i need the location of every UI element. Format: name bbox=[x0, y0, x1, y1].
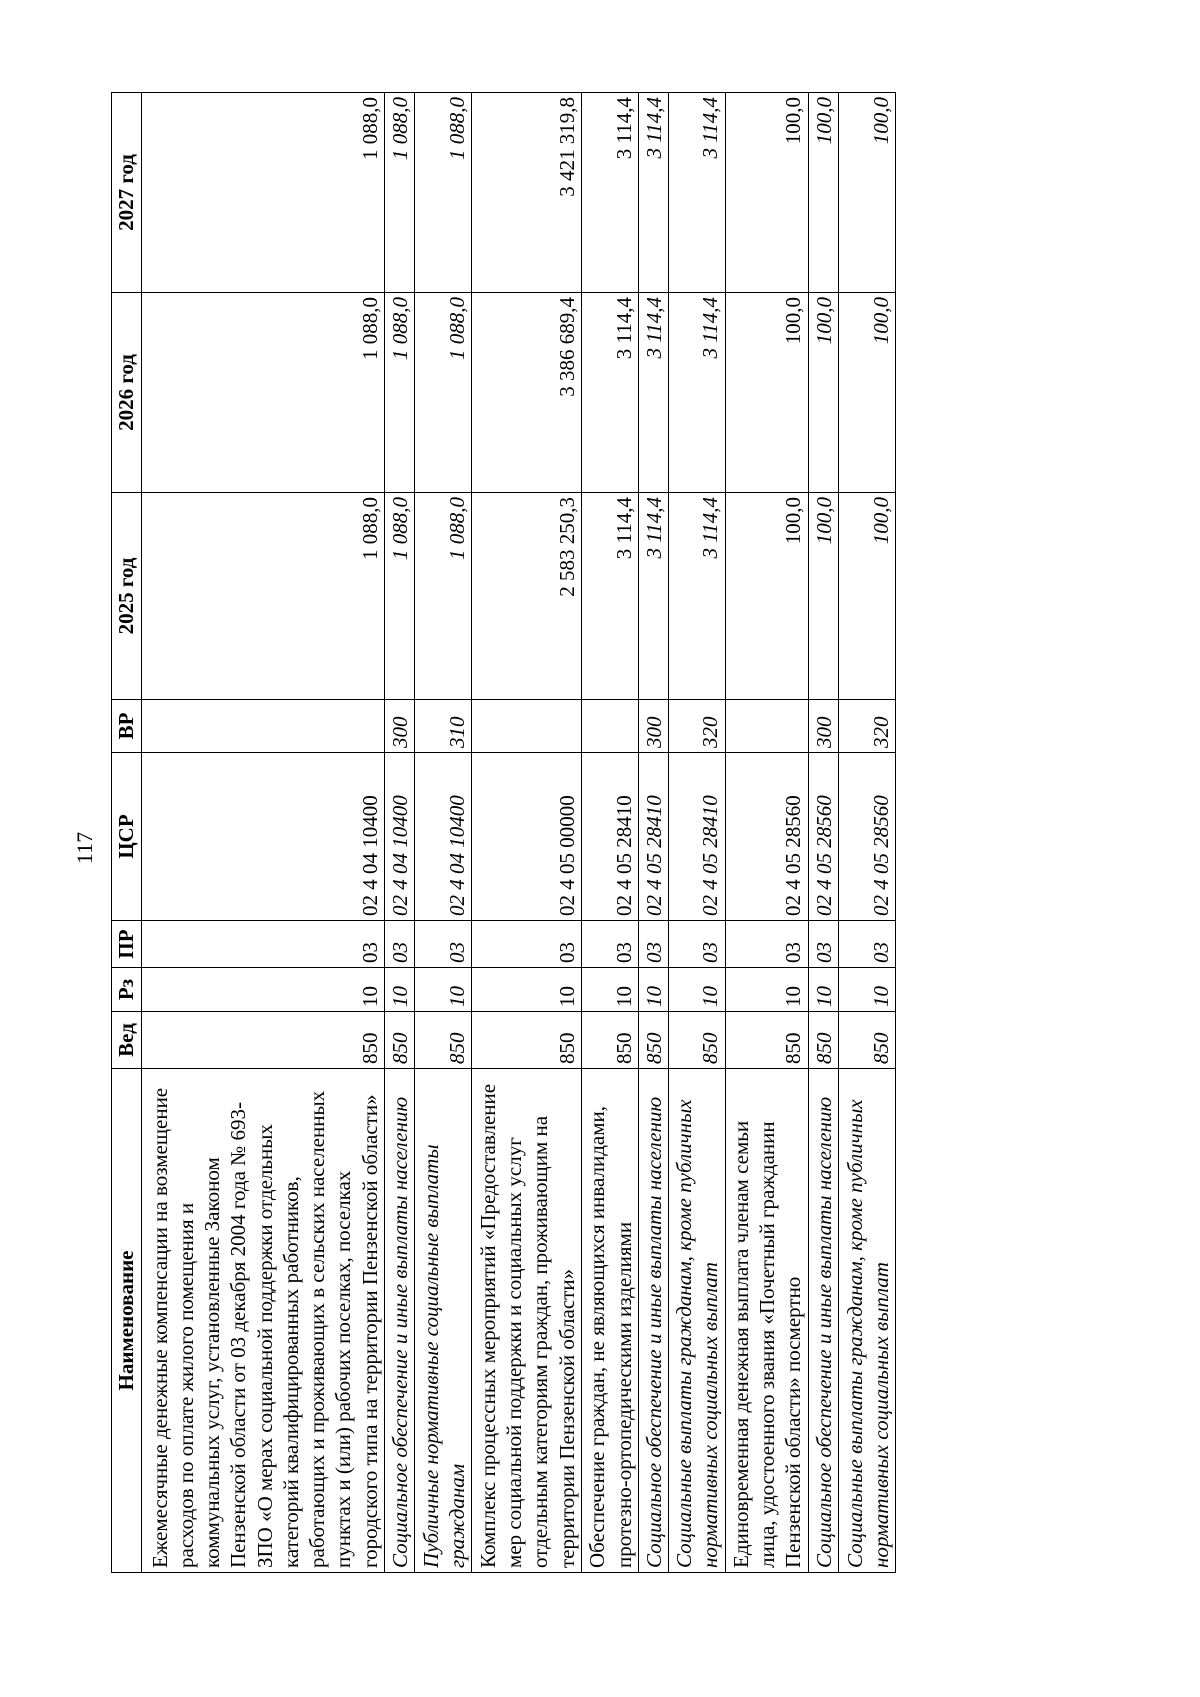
cell-csr: 02 4 05 28410 bbox=[669, 753, 725, 921]
rotated-table-wrapper bbox=[111, 93, 896, 1573]
header-ved: Вед bbox=[112, 1012, 142, 1069]
cell-rz: 10 bbox=[808, 968, 838, 1012]
cell-ved: 850 bbox=[472, 1012, 582, 1069]
cell-rz: 10 bbox=[472, 968, 582, 1012]
cell-pr: 03 bbox=[669, 921, 725, 968]
cell-csr: 02 4 05 28410 bbox=[638, 753, 668, 921]
cell-name: Социальное обеспечение и иные выплаты населению bbox=[384, 1069, 414, 1573]
cell-2027: 1 088,0 bbox=[415, 93, 472, 293]
header-vr: ВР bbox=[112, 700, 142, 753]
table-row bbox=[384, 93, 414, 1573]
cell-rz: 10 bbox=[638, 968, 668, 1012]
cell-ved: 850 bbox=[581, 1012, 638, 1069]
cell-ved: 850 bbox=[669, 1012, 725, 1069]
cell-2025: 1 088,0 bbox=[384, 493, 414, 700]
cell-2027: 1 088,0 bbox=[384, 93, 414, 293]
cell-vr bbox=[142, 700, 385, 753]
cell-vr bbox=[581, 700, 638, 753]
cell-2026: 1 088,0 bbox=[384, 293, 414, 493]
cell-name: Социальное обеспечение и иные выплаты населению bbox=[808, 1069, 838, 1573]
cell-pr: 03 bbox=[581, 921, 638, 968]
cell-2025: 1 088,0 bbox=[415, 493, 472, 700]
cell-csr: 02 4 04 10400 bbox=[415, 753, 472, 921]
cell-2026: 3 114,4 bbox=[638, 293, 668, 493]
cell-2025: 2 583 250,3 bbox=[472, 493, 582, 700]
table-row bbox=[142, 93, 385, 1573]
cell-2026: 1 088,0 bbox=[415, 293, 472, 493]
cell-ved: 850 bbox=[808, 1012, 838, 1069]
cell-csr: 02 4 04 10400 bbox=[384, 753, 414, 921]
cell-csr: 02 4 05 28410 bbox=[581, 753, 638, 921]
cell-vr bbox=[725, 700, 808, 753]
cell-name: Единовременная денежная выплата членам семьи лица, удостоенного звания «Почетный гражданин Пензенской области» посмертно bbox=[725, 1069, 808, 1573]
header-2025: 2025 год bbox=[112, 493, 142, 700]
cell-rz: 10 bbox=[669, 968, 725, 1012]
cell-2025: 100,0 bbox=[725, 493, 808, 700]
cell-2025: 100,0 bbox=[808, 493, 838, 700]
cell-2027: 3 114,4 bbox=[638, 93, 668, 293]
table-header-row bbox=[112, 93, 142, 1573]
cell-2026: 100,0 bbox=[839, 293, 896, 493]
header-2026: 2026 год bbox=[112, 293, 142, 493]
cell-pr: 03 bbox=[142, 921, 385, 968]
cell-2026: 100,0 bbox=[808, 293, 838, 493]
header-pr: ПР bbox=[112, 921, 142, 968]
cell-2026: 1 088,0 bbox=[142, 293, 385, 493]
table-row bbox=[725, 93, 808, 1573]
table-row bbox=[638, 93, 668, 1573]
page-number: 117 bbox=[72, 831, 97, 865]
cell-2027: 100,0 bbox=[808, 93, 838, 293]
cell-2025: 3 114,4 bbox=[581, 493, 638, 700]
cell-2025: 3 114,4 bbox=[669, 493, 725, 700]
cell-2027: 3 114,4 bbox=[581, 93, 638, 293]
header-csr: ЦСР bbox=[112, 753, 142, 921]
cell-rz: 10 bbox=[581, 968, 638, 1012]
cell-2027: 1 088,0 bbox=[142, 93, 385, 293]
header-rz: Рз bbox=[112, 968, 142, 1012]
cell-vr: 300 bbox=[384, 700, 414, 753]
cell-pr: 03 bbox=[472, 921, 582, 968]
cell-2026: 3 386 689,4 bbox=[472, 293, 582, 493]
cell-2026: 3 114,4 bbox=[581, 293, 638, 493]
cell-ved: 850 bbox=[638, 1012, 668, 1069]
cell-2026: 100,0 bbox=[725, 293, 808, 493]
cell-pr: 03 bbox=[839, 921, 896, 968]
cell-2026: 3 114,4 bbox=[669, 293, 725, 493]
cell-ved: 850 bbox=[415, 1012, 472, 1069]
cell-name: Социальные выплаты гражданам, кроме публичных нормативных социальных выплат bbox=[839, 1069, 896, 1573]
cell-name: Ежемесячные денежные компенсации на возмещение расходов по оплате жилого помещения и коммунальных услуг, установленные Законом Пензенской области от 03 декабря 2004 года № 693-ЗПО «О мерах социальной поддержки отдельных категорий квалифицированных работников, работающих и проживающих в сельских населенных пунктах и (или) рабочих поселках, поселках городского типа на территории Пензенской области» bbox=[142, 1069, 385, 1573]
cell-pr: 03 bbox=[808, 921, 838, 968]
cell-csr: 02 4 04 10400 bbox=[142, 753, 385, 921]
cell-vr: 320 bbox=[669, 700, 725, 753]
cell-name: Социальное обеспечение и иные выплаты населению bbox=[638, 1069, 668, 1573]
cell-csr: 02 4 05 28560 bbox=[725, 753, 808, 921]
table-row bbox=[669, 93, 725, 1573]
cell-csr: 02 4 05 28560 bbox=[839, 753, 896, 921]
header-2027: 2027 год bbox=[112, 93, 142, 293]
cell-ved: 850 bbox=[142, 1012, 385, 1069]
cell-csr: 02 4 05 00000 bbox=[472, 753, 582, 921]
cell-2027: 3 114,4 bbox=[669, 93, 725, 293]
cell-name: Комплекс процессных мероприятий «Предоставление мер социальной поддержки и социальных услуг отдельным категориям граждан, проживающим на территории Пензенской области» bbox=[472, 1069, 582, 1573]
cell-pr: 03 bbox=[638, 921, 668, 968]
cell-name: Социальные выплаты гражданам, кроме публичных нормативных социальных выплат bbox=[669, 1069, 725, 1573]
cell-vr: 320 bbox=[839, 700, 896, 753]
table-row bbox=[581, 93, 638, 1573]
cell-pr: 03 bbox=[415, 921, 472, 968]
cell-rz: 10 bbox=[142, 968, 385, 1012]
cell-csr: 02 4 05 28560 bbox=[808, 753, 838, 921]
budget-table bbox=[111, 92, 896, 1573]
cell-ved: 850 bbox=[725, 1012, 808, 1069]
cell-2027: 100,0 bbox=[839, 93, 896, 293]
table-row bbox=[839, 93, 896, 1573]
cell-2025: 3 114,4 bbox=[638, 493, 668, 700]
cell-2027: 100,0 bbox=[725, 93, 808, 293]
cell-ved: 850 bbox=[384, 1012, 414, 1069]
cell-2025: 1 088,0 bbox=[142, 493, 385, 700]
cell-name: Обеспечение граждан, не являющихся инвалидами, протезно-ортопедическими изделиями bbox=[581, 1069, 638, 1573]
cell-ved: 850 bbox=[839, 1012, 896, 1069]
table-row bbox=[472, 93, 582, 1573]
cell-vr: 310 bbox=[415, 700, 472, 753]
cell-vr: 300 bbox=[808, 700, 838, 753]
cell-vr bbox=[472, 700, 582, 753]
cell-rz: 10 bbox=[415, 968, 472, 1012]
cell-rz: 10 bbox=[839, 968, 896, 1012]
table-row bbox=[415, 93, 472, 1573]
cell-rz: 10 bbox=[384, 968, 414, 1012]
table-row bbox=[808, 93, 838, 1573]
cell-2027: 3 421 319,8 bbox=[472, 93, 582, 293]
header-name: Наименование bbox=[112, 1069, 142, 1573]
cell-vr: 300 bbox=[638, 700, 668, 753]
cell-2025: 100,0 bbox=[839, 493, 896, 700]
cell-pr: 03 bbox=[384, 921, 414, 968]
cell-rz: 10 bbox=[725, 968, 808, 1012]
cell-pr: 03 bbox=[725, 921, 808, 968]
cell-name: Публичные нормативные социальные выплаты гражданам bbox=[415, 1069, 472, 1573]
